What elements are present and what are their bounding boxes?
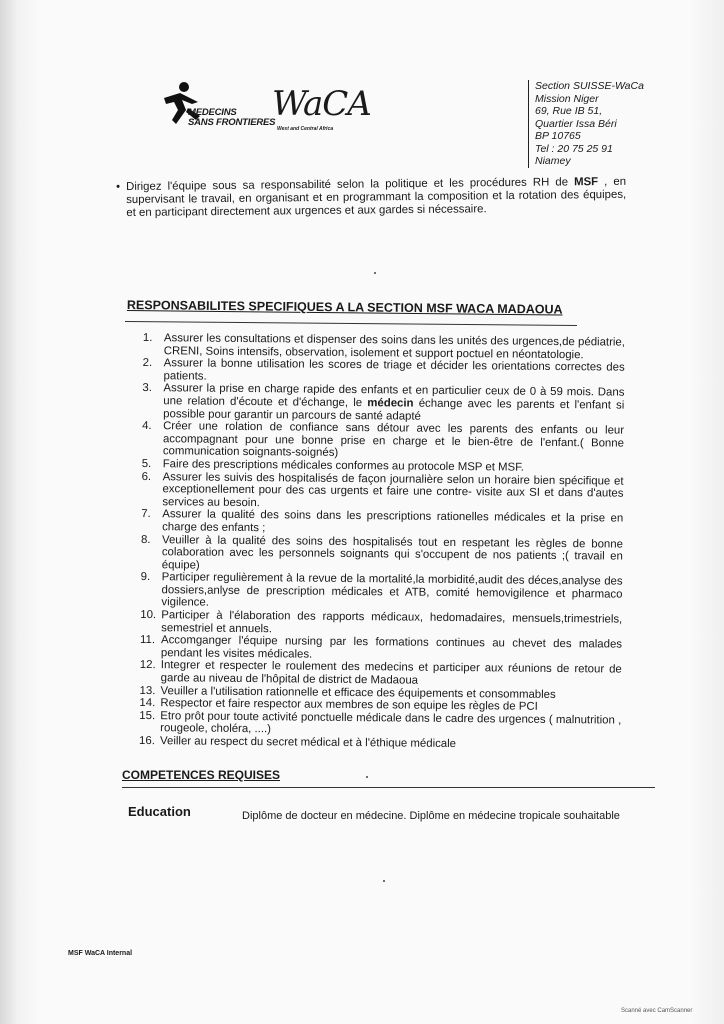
- scan-speck: [374, 272, 376, 274]
- list-item: 12. Integrer et respecter le roulement des medecins et participer aux réunions de retour de garde au niveau de l'hôpital de district de Madaoua: [139, 659, 622, 687]
- address-line: Section SUISSE-WaCa: [535, 80, 644, 92]
- list-item: 6. Assurer les suivis des hospitalisés de façon journalière selon un horaire bien spécifique et exceptionellement pour des cas urgents et faire une contre- visite aux SI et dans d'autes services au besoin.: [141, 470, 624, 509]
- section-title: RESPONSABILITES SPECIFIQUES A LA SECTION MSF WACA MADAOUA: [126, 298, 563, 317]
- list-item: 16. Veiller au respect du secret médical et à l'éthique médicale: [139, 734, 457, 751]
- address-line: BP 10765: [535, 130, 581, 142]
- competences-divider: [122, 787, 655, 788]
- list-item: 14. Respector et faire respector aux membres de son equipe les règles de PCI: [139, 697, 538, 714]
- list-item: 8. Veuiller à la qualité des soins des hospitalisés tout en respetant les règles de bonne colaboration avec les personnels soignants qui s'occupent de nos patients ;( travail en équipe): [140, 533, 624, 572]
- address-line: 69, Rue IB 51,: [535, 105, 603, 117]
- list-item: 4. Créer une rolation de confiance sans détour avec les parents des enfants ou leur accompagnant pour une bonne prise en charge et le bien-être de l'enfant.( Bonne communication soignants-soignés): [142, 420, 625, 460]
- address-line: Mission Niger: [535, 92, 599, 105]
- msf-logo-text: MEDECINS SANS FRONTIERES: [188, 107, 276, 128]
- list-item: 1. Assurer les consultations et dispenser des soins dans les unités des urgences,de pédiatrie, CRENI, Soins intensifs, observation, isolement et support poctuel en néontatologie.: [142, 332, 625, 361]
- section-divider: [125, 321, 577, 326]
- list-item: 11. Accomganger l'équipe nursing par les formations continues au chevet des malades pendant les visites médicales.: [139, 634, 623, 661]
- list-item: 7. Assurer la qualité des soins dans les prescriptions rationelles médicales et la prise en charge des enfants ;: [141, 508, 624, 535]
- address-line: Niamey: [535, 155, 571, 167]
- address-line: Quartier Issa Béri: [535, 117, 617, 130]
- bullet-icon: •: [116, 181, 121, 194]
- address-line: Tel : 20 75 25 91: [535, 142, 613, 155]
- waca-logo-title: WaCA: [272, 84, 371, 124]
- address-block: [528, 80, 644, 168]
- list-item: 13. Veuiller a l'utilisation rationnelle et efficace des équipements et consommables: [139, 684, 556, 701]
- list-item: 3. Assurer la prise en charge rapide des enfants et en particulier ceux de 0 à 59 mois. Dans une relation d'écoute et d'échange, le médecin échange avec les parents et l'enfant si possible pour garantir un parcours de santé adapté: [142, 382, 625, 423]
- scanner-watermark: Scanné avec CamScanner: [621, 1008, 693, 1014]
- list-item: 2. Assurer la bonne utilisation les scores de triage et décider les orientations correctes des patients.: [142, 357, 625, 383]
- scan-speck: [366, 776, 368, 778]
- scan-speck: [383, 880, 385, 882]
- footer-internal-label: MSF WaCA Internal: [68, 950, 133, 957]
- waca-logo-subtitle: West and Central Africa: [277, 126, 334, 132]
- responsibilities-list: [139, 332, 625, 752]
- list-item: 10. Participer à l'élaboration des rapports médicaux, hedomadaires, mensuels,trimestriels, semestriel et annuels.: [140, 609, 623, 635]
- logo-block: [140, 80, 380, 150]
- list-item: 5. Faire des prescriptions médicales conformes au protocole MSP et MSF.: [141, 457, 525, 474]
- competences-title: COMPETENCES REQUISES: [122, 768, 281, 782]
- list-item: 9. Participer regulièrement à la revue de la mortalité,la morbidité,audit des déces,analyse des dossiers,anlyse de prescription médicales et ATB, comité hemovigilence et pharmaco vigilence.: [140, 571, 623, 610]
- intro-paragraph: • Dirigez l'équipe sous sa responsabilité selon la politique et les procédures RH de MSF , en supervisant le travail, en organisant et en programmant la composition et la rotation des équipes, et en participant directement aux urgences et aux gardes si nécessaire.: [116, 175, 627, 219]
- list-item: 15. Etro prôt pour toute activité ponctuelle médicale dans le cadre des urgences ( malnutrition , rougeole, choléra, ....): [139, 709, 622, 736]
- education-value: Diplôme de docteur en médecine. Diplôme en médecine tropicale souhaitable: [242, 810, 620, 822]
- education-label: Education: [128, 804, 191, 819]
